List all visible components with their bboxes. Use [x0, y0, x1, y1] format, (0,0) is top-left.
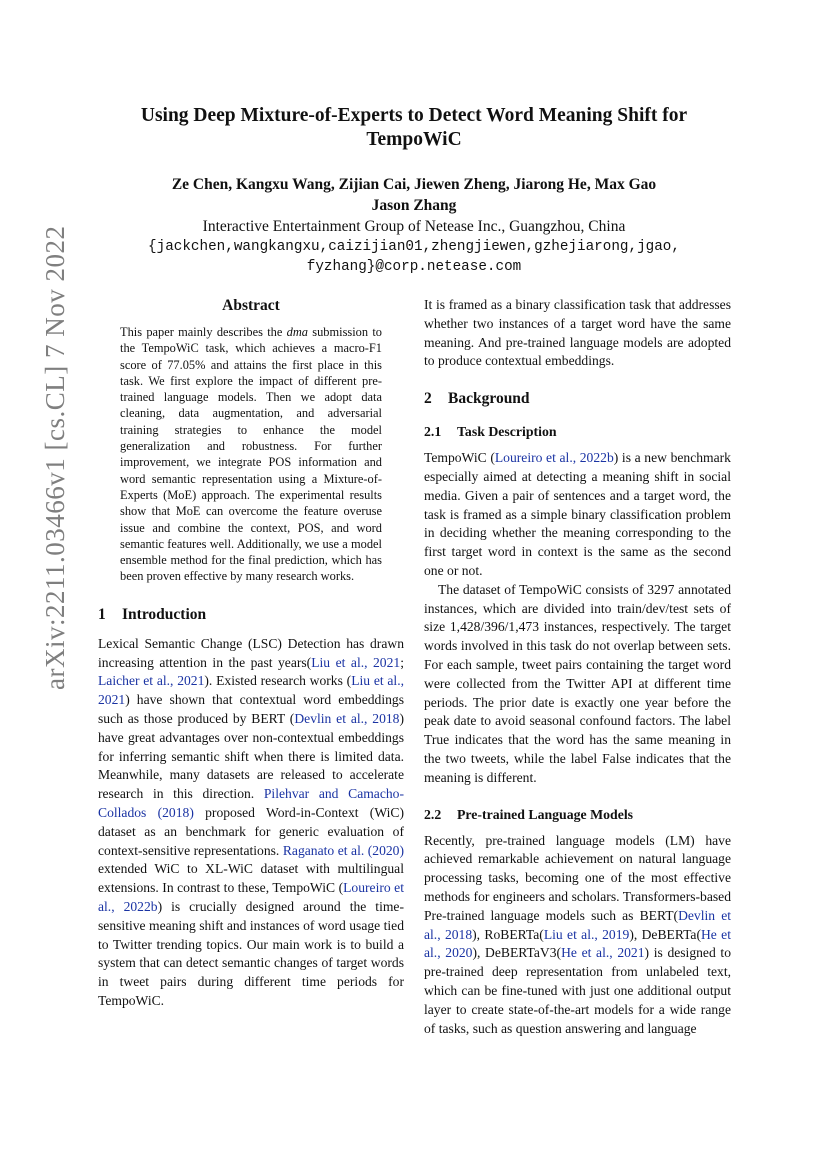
section-title: Introduction [122, 605, 207, 623]
text-run: ) have great advantages over non-contextual embeddings for inferring semantic shift when there is limited data. Meanwhile, many datasets are released to accelerate research in this direction. [98, 710, 404, 802]
text-run: proposed Word-in-Context (WiC) dataset as an benchmark for generic evaluation of context-sensitive representations. [98, 804, 404, 858]
introduction-paragraph [98, 635, 404, 1011]
citation-link[interactable]: Liu et al., 2019 [543, 926, 630, 942]
paper-title: Using Deep Mixture-of-Experts to Detect Word Meaning Shift for TempoWiC [140, 105, 688, 150]
text-run: ), DeBERTaV3( [472, 945, 562, 961]
citation-link[interactable]: He et al., 2020 [424, 926, 731, 961]
text-run: ) have shown that contextual word embeddings such as those produced by BERT ( [98, 692, 404, 726]
abstract-text [120, 324, 382, 585]
section-title: Background [448, 390, 530, 408]
citation-link[interactable]: Devlin et al., 2018 [294, 710, 400, 726]
text-run: ) is a new benchmark especially aimed at detecting a meaning shift in social media. Given a pair of sentences and a target word, the task is framed as a simple binary classification problem in deciding whether the meaning corresponding to the first target word in context is the same as the second one or not. [424, 450, 731, 578]
section-number: 1 [98, 605, 106, 623]
text-run: ), DeBERTa( [629, 926, 701, 942]
citation-link[interactable]: Liu et al., 2021 [311, 654, 401, 670]
citation-link[interactable]: Loureiro et al., 2022b [98, 880, 404, 914]
left-column [98, 296, 404, 1011]
affiliation: Interactive Entertainment Group of Netease Inc., Guangzhou, China [202, 218, 626, 235]
subsection-number: 2.2 [424, 806, 442, 822]
citation-link[interactable]: Liu et al., 2021 [98, 673, 405, 708]
citation-link[interactable]: Laicher et al., 2021 [98, 673, 205, 689]
author-line-2: Jason Zhang [371, 197, 457, 214]
section-background-heading [424, 389, 731, 409]
text-run: ) is designed to pre-trained deep representation from unlabeled text, which can be fine-tuned with just one additional output layer to create state-of-the-art models for a wide range of tasks, such as question answering and language [424, 945, 731, 1036]
email-line-1: {jackchen,wangkangxu,caizijian01,zhengjiewen,gzhejiarong,jgao, [148, 239, 680, 255]
introduction-continued-paragraph: It is framed as a binary classification task that addresses whether two instances of a target word have the same meaning. And pre-trained language models are adopted to produce contextual embeddings. [424, 297, 731, 369]
plm-paragraph [424, 832, 731, 1039]
text-run: Lexical Semantic Change (LSC) Detection has drawn increasing attention in the past years( [98, 635, 404, 670]
subsection-plm-heading [424, 806, 731, 824]
text-run: Recently, pre-trained language models (LM) have achieved remarkable achievement on natural language processing tasks, becoming one of the most effective methods for engineers and scholars. Transformers-based Pre-trained language models such as BERT( [424, 832, 731, 923]
abstract-system-name: dma [286, 325, 308, 339]
text-run: TempoWiC ( [424, 450, 495, 466]
subsection-title: Task Description [457, 424, 557, 440]
subsection-number: 2.1 [424, 424, 442, 440]
citation-link[interactable]: Loureiro et al., 2022b [494, 450, 614, 466]
citation-link[interactable]: Pilehvar and Camacho-Collados (2018) [98, 786, 404, 820]
author-list [98, 174, 730, 216]
subsection-title: Pre-trained Language Models [457, 806, 634, 822]
abstract-heading: Abstract [222, 297, 280, 314]
task-description-paragraph-1 [424, 449, 731, 581]
task-description-paragraph-2: The dataset of TempoWiC consists of 3297 annotated instances, which are divided into train/dev/test sets of size 1,428/396/1,473 instances, respectively. The target words involved in this task do not overlap between sets. For each sample, tweet pairs containing the target word were collected from the Twitter API at different time periods. The prior date is exactly one year before the peak date to avoid seasonal confound factors. The label True indicates that the word has the same meaning in the two tweets, while the label False indicates that the meaning is different. [424, 581, 731, 785]
email-addresses [98, 237, 730, 277]
section-number: 2 [424, 390, 432, 408]
paper-header [98, 104, 730, 277]
text-run: ). Existed research works ( [204, 673, 352, 689]
subsection-task-description-heading [424, 423, 731, 441]
abstract-part-2: submission to the TempoWiC task, which achieves a macro-F1 score of 77.05% and attains the first place in this task. We first explore the impact of different pre-trained language models. Then we adopt data cleaning, data augmentation, and adversarial training strategies to enhance the model generalization and robustness. For further improvement, we integrate POS information and word semantic representation using a Mixture-of-Experts (MoE) approach. The experimental results show that MoE can overcome the feature overuse issue and combine the context, POS, and word semantic features well. Additionally, we use a model ensemble method for the final prediction, which has been proven effective by many research works. [120, 325, 382, 584]
arxiv-identifier: arXiv:2211.03466v1 [cs.CL] 7 Nov 2022 [40, 225, 70, 690]
section-introduction-heading [98, 605, 404, 625]
citation-link[interactable]: Raganato et al. (2020) [282, 842, 404, 858]
email-line-2: fyzhang}@corp.netease.com [306, 259, 522, 275]
citation-link[interactable]: He et al., 2021 [561, 945, 645, 961]
text-run: ; [400, 654, 404, 670]
right-column [424, 296, 731, 1038]
text-run: ), RoBERTa( [472, 926, 544, 942]
text-run: ) is crucially designed around the time-sensitive meaning shift and instances of word usage tied to Twitter trending topics. Our main work is to build a system that can detect semantic changes of target words in tweet pairs during different time periods for TempoWiC. [98, 898, 404, 1008]
author-line-1: Ze Chen, Kangxu Wang, Zijian Cai, Jiewen Zheng, Jiarong He, Max Gao [171, 176, 657, 193]
abstract-part-1: This paper mainly describes the [120, 325, 287, 339]
text-run: extended WiC to XL-WiC dataset with multilingual extensions. In contrast to these, TempoWiC ( [98, 861, 404, 896]
citation-link[interactable]: Devlin et al., 2018 [424, 907, 731, 942]
